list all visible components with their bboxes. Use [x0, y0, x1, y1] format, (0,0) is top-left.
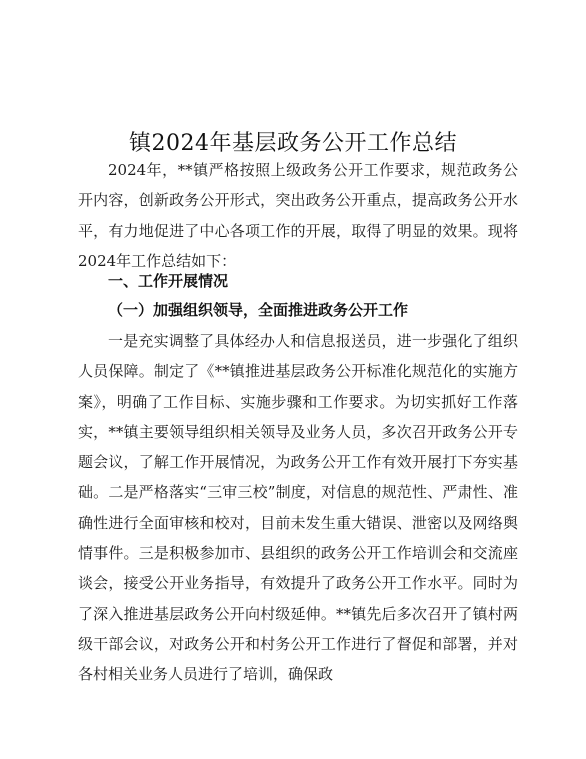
document-title: 镇2024年基层政务公开工作总结 [129, 131, 457, 156]
subsection-body-paragraph: 一是充实调整了具体经办人和信息报送员，进一步强化了组织人员保障。制定了《**镇推进基层政务公开标准化规范化的实施方案》，明确了工作目标、实施步骤和工作要求。为切实抓好工作落实，**镇主要领导组织相关领导及业务人员，多次召开政务公开专题会议，了解工作开展情况，为政务公开工作有效开展打下夯实基础。二是严格落实“三审三校”制度，对信息的规范性、严肃性、准确性进行全面审核和校对，目前未发生重大错误、泄密以及网络舆情事件。三是积极参加市、县组织的政务公开工作培训会和交流座谈会，接受公开业务指导，有效提升了政务公开工作水平。同时为了深入推进基层政务公开向村级延伸。**镇先后多次召开了镇村两级干部会议，对政务公开和村务公开工作进行了督促和部署，并对各村相关业务人员进行了培训，确保政 [78, 332, 518, 684]
intro-paragraph: 2024年，**镇严格按照上级政务公开工作要求，规范政务公开内容，创新政务公开形式，突出政务公开重点，提高政务公开水平，有力地促进了中心各项工作的开展，取得了明显的效果。现将2024年工作总结如下： [78, 161, 518, 270]
section-heading-work-status: 一、工作开展情况 [108, 272, 229, 290]
subsection-heading-organization: （一）加强组织领导，全面推进政务公开工作 [108, 301, 409, 319]
